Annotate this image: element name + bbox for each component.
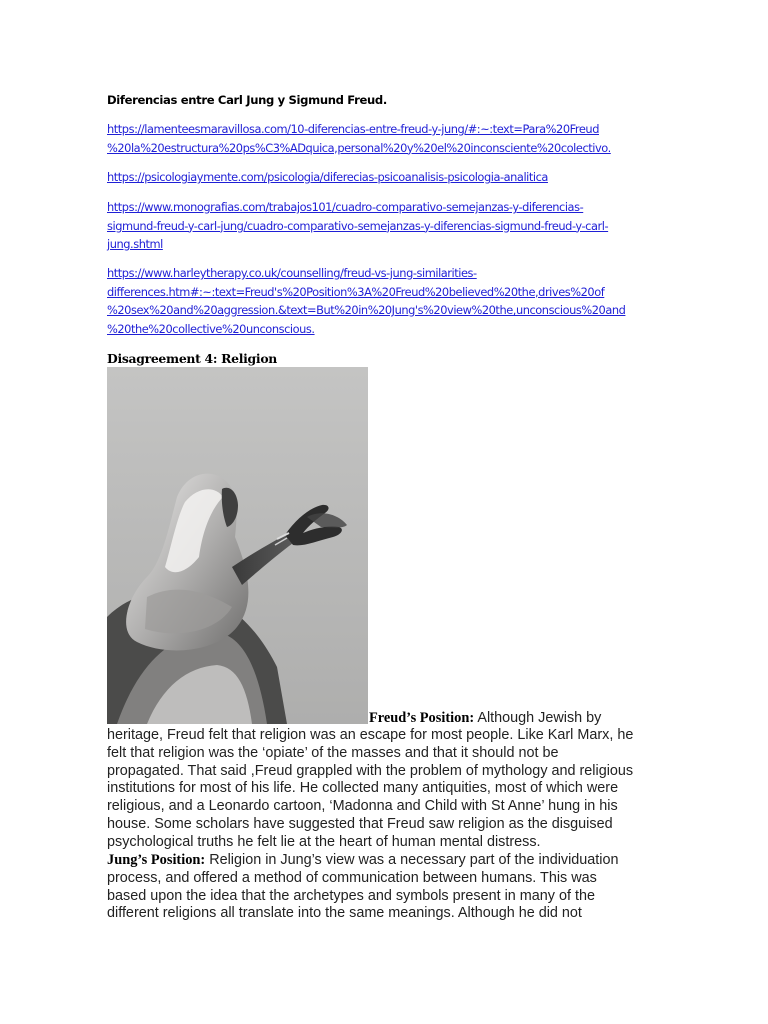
- section-heading: Disagreement 4: Religion: [107, 351, 278, 366]
- reference-link-3[interactable]: [107, 198, 667, 254]
- link-line[interactable]: https://www.monografias.com/trabajos101/cuadro-comparativo-semejanzas-y-diferencias-: [107, 200, 584, 214]
- link-line[interactable]: https://psicologiaymente.com/psicologia/diferecias-psicoanalisis-psicologia-analitica: [107, 170, 548, 184]
- paragraph-line: heritage, Freud felt that religion was an escape for most people. Like Karl Marx, he: [107, 727, 634, 743]
- paragraph-line: felt that religion was the ‘opiate’ of the masses and that it should not be: [107, 744, 559, 761]
- freud-position-first-line: [369, 710, 601, 728]
- paragraph-line: institutions for most of his life. He collected many antiquities, most of which were: [107, 780, 619, 797]
- document-title: Diferencias entre Carl Jung y Sigmund Freud.: [107, 93, 387, 107]
- jung-position-paragraph: [107, 852, 667, 923]
- paragraph-line: house. Some scholars have suggested that Freud saw religion as the disguised: [107, 815, 613, 832]
- praying-woman-photo: [107, 367, 368, 724]
- paragraph-line: religious, and a Leonardo cartoon, ‘Madonna and Child with St Anne’ hung in his: [107, 798, 618, 815]
- jung-position-first-line: [107, 852, 667, 870]
- paragraph-line: based upon the idea that the archetypes and symbols present in many of the: [107, 887, 595, 904]
- link-line[interactable]: https://lamenteesmaravillosa.com/10-diferencias-entre-freud-y-jung/#:~:text=Para%20Freud: [107, 122, 599, 136]
- reference-link-4[interactable]: [107, 264, 667, 338]
- paragraph-line: psychological truths he felt lie at the heart of human mental distress.: [107, 833, 541, 850]
- paragraph-line: process, and offered a method of communication between humans. This was: [107, 869, 597, 886]
- link-line[interactable]: sigmund-freud-y-carl-jung/cuadro-comparativo-semejanzas-y-diferencias-sigmund-freud-y-carl-: [107, 218, 609, 233]
- link-line[interactable]: %20la%20estructura%20ps%C3%ADquica,personal%20y%20el%20inconsciente%20colectivo.: [107, 140, 611, 155]
- reference-link-2[interactable]: [107, 168, 667, 187]
- link-line[interactable]: differences.htm#:~:text=Freud's%20Position%3A%20Freud%20believed%20the,drives%20of: [107, 284, 605, 299]
- jung-position-label: Jung’s Position:: [107, 852, 206, 868]
- link-line[interactable]: https://www.harleytherapy.co.uk/counselling/freud-vs-jung-similarities-: [107, 266, 477, 280]
- jung-position-text: Religion in Jung’s view was a necessary part of the individuation: [205, 852, 619, 868]
- link-line[interactable]: %20the%20collective%20unconscious.: [107, 321, 315, 336]
- reference-link-1[interactable]: [107, 120, 667, 157]
- freud-position-text: Although Jewish by: [474, 710, 602, 726]
- freud-position-label: Freud’s Position:: [369, 710, 475, 726]
- freud-position-paragraph: [107, 727, 667, 852]
- link-line[interactable]: %20sex%20and%20aggression.&text=But%20in%20Jung's%20view%20the,unconscious%20and: [107, 303, 626, 317]
- paragraph-line: propagated. That said ,Freud grappled with the problem of mythology and religious: [107, 762, 634, 779]
- paragraph-line: different religions all translate into the same meanings. Although he did not: [107, 905, 582, 922]
- link-line[interactable]: jung.shtml: [107, 237, 163, 251]
